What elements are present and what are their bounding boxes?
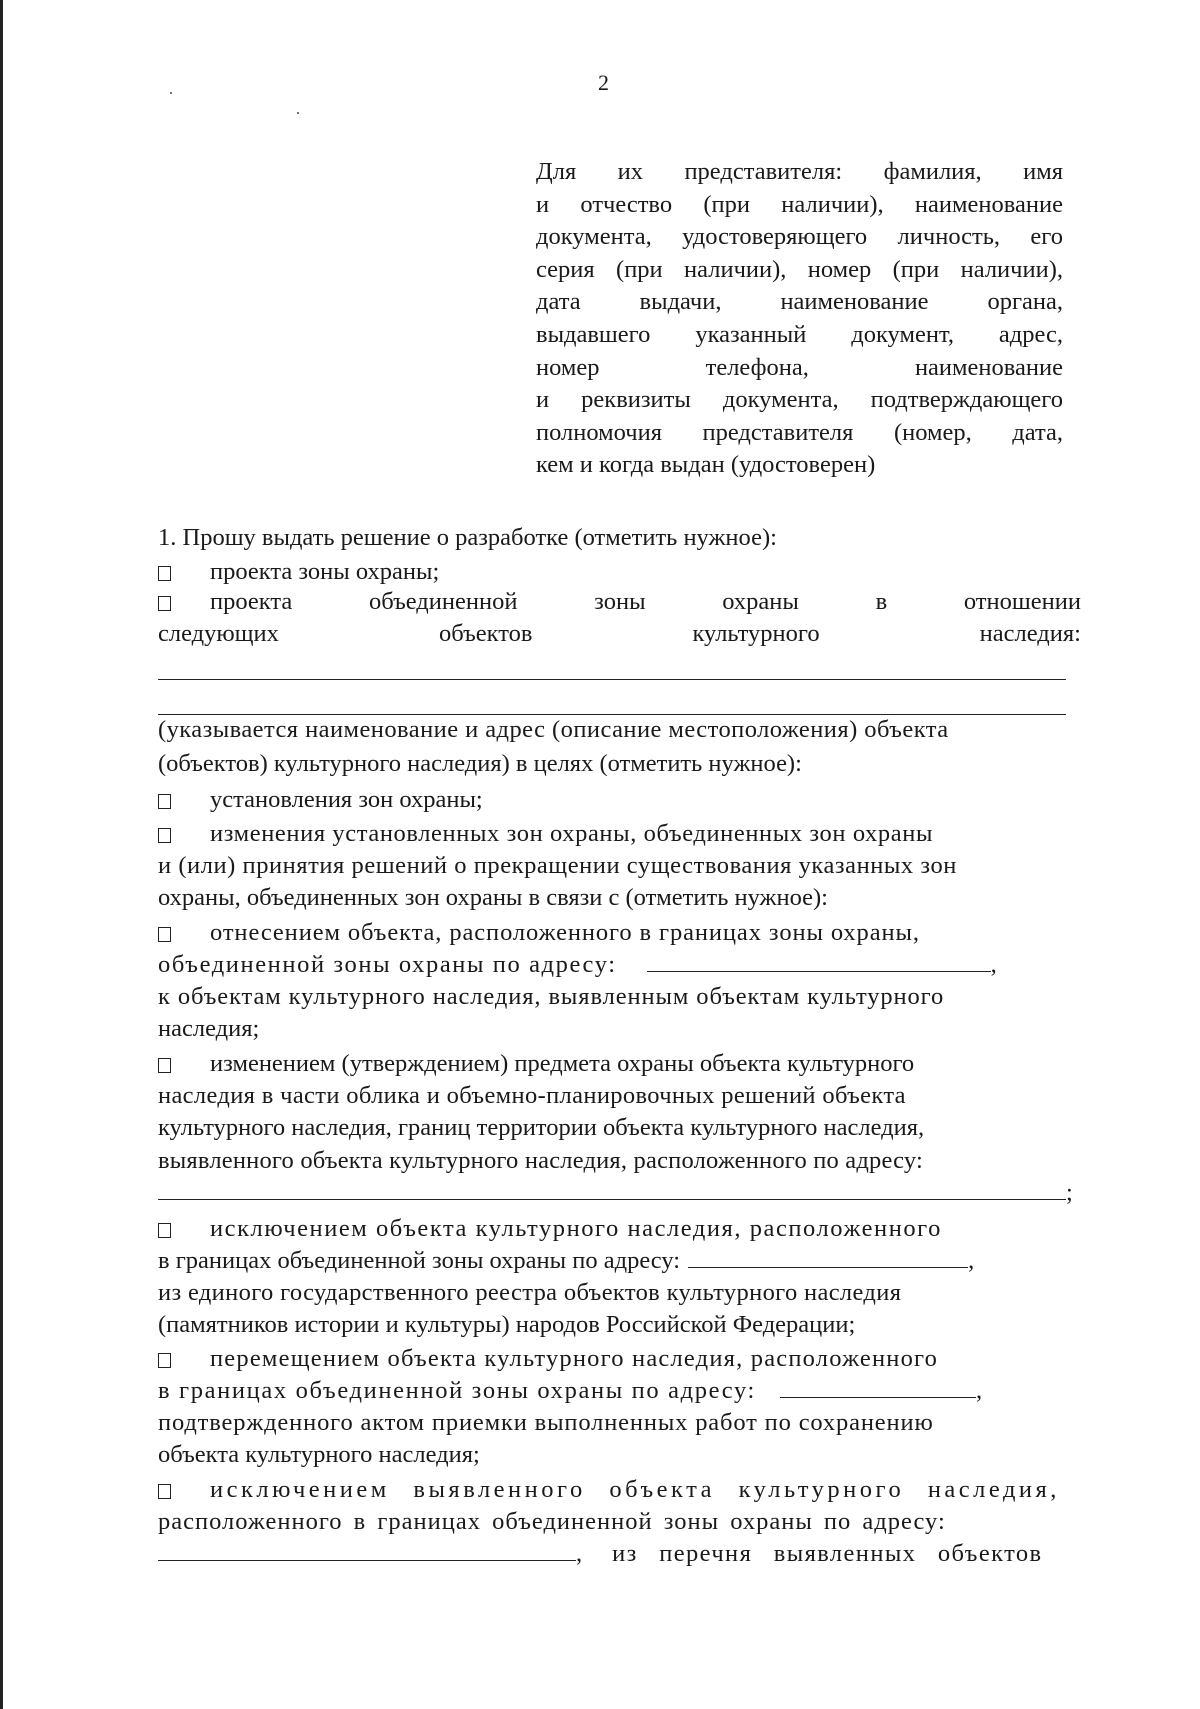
checkbox-wrap <box>158 1213 1081 1246</box>
purpose-change-line: охраны, объединенных зон охраны в связи с (отметить нужное): <box>158 884 828 911</box>
scan-speck <box>170 92 172 94</box>
option-label: из перечня выявленных объектов <box>612 1540 1043 1567</box>
reason-exclude-line: из единого государственного реестра объектов культурного наследия <box>158 1279 902 1306</box>
checkbox[interactable] <box>158 1223 171 1238</box>
representative-line: и отчество (при наличии), наименование <box>536 190 1063 218</box>
representative-line: дата выдачи, наименование органа, <box>536 288 1063 316</box>
reason-assign <box>158 917 1081 950</box>
representative-line: документа, удостоверяющего личность, его <box>536 223 1063 251</box>
punctuation: , <box>990 951 997 978</box>
reason-move-line: подтвержденного актом приемки выполненных работ по сохранению <box>158 1409 934 1436</box>
option-word: следующих <box>158 620 279 647</box>
reason-move <box>158 1343 1081 1376</box>
address-field[interactable] <box>647 949 991 972</box>
reason-assign-line: наследия; <box>158 1015 260 1042</box>
reason-exclude-identified-line <box>158 1506 1081 1539</box>
option-word: объединенной <box>368 588 518 615</box>
page-left-edge <box>0 0 3 1709</box>
punctuation: , <box>576 1540 583 1567</box>
representative-block <box>536 156 1063 482</box>
punctuation: ; <box>1066 1179 1073 1206</box>
option-word: наследия: <box>979 620 1081 647</box>
option-label: изменением (утверждением) предмета охраны объекта культурного <box>210 1050 915 1077</box>
fill-in-line[interactable] <box>158 679 1066 680</box>
option-word: зоны <box>594 588 646 615</box>
checkbox[interactable] <box>158 1058 171 1073</box>
option-label: исключением объекта культурного наследия, расположенного <box>210 1215 942 1242</box>
representative-line: серия (при наличии), номер (при наличии), <box>536 255 1063 283</box>
purpose-change <box>158 818 1081 851</box>
punctuation: , <box>975 1377 983 1404</box>
request-heading: 1. Прошу выдать решение о разработке (отметить нужное): <box>158 524 777 551</box>
option-label: отнесением объекта, расположенного в границах зоны охраны, <box>210 919 920 946</box>
checkbox[interactable] <box>158 566 171 581</box>
reason-exclude-identified <box>158 1474 1081 1507</box>
address-field[interactable] <box>688 1245 968 1268</box>
representative-line: номер телефона, наименование <box>536 353 1063 381</box>
checkbox[interactable] <box>158 828 171 843</box>
representative-line: выдавшего указанный документ, адрес, <box>536 320 1063 348</box>
address-field[interactable] <box>780 1375 976 1398</box>
option-label: установления зон охраны; <box>210 786 483 813</box>
reason-subject-line <box>158 1177 1081 1210</box>
reason-move-line: объекта культурного наследия; <box>158 1441 480 1468</box>
purpose-establish <box>158 784 1081 817</box>
option-label: объединенной зоны охраны по адресу: <box>158 951 617 978</box>
object-note-text: (указывается наименование и адрес (описание местоположения) объекта <box>158 716 949 743</box>
option-label: исключением выявленного объекта культурного наследия, <box>210 1476 1060 1503</box>
option-label: в границах объединенной зоны охраны по адресу: <box>158 1377 756 1404</box>
checkbox[interactable] <box>158 596 171 611</box>
option-label: проекта зоны охраны; <box>210 558 440 585</box>
reason-exclude-identified-line <box>158 1538 1081 1571</box>
page-number: 2 <box>598 70 609 95</box>
option-joint-zone <box>158 586 1081 619</box>
reason-exclude-line: (памятников истории и культуры) народов Российской Федерации; <box>158 1311 856 1338</box>
reason-assign-line <box>158 949 1081 982</box>
reason-assign-line: к объектам культурного наследия, выявленным объектам культурного <box>158 983 945 1010</box>
scan-speck <box>297 112 299 114</box>
option-project-zone <box>158 556 1081 589</box>
punctuation: , <box>968 1247 975 1274</box>
reason-exclude-line <box>158 1245 1081 1278</box>
option-word: отношении <box>963 588 1081 615</box>
checkbox[interactable] <box>158 794 171 809</box>
option-word: в <box>875 588 888 615</box>
option-label: перемещением объекта культурного наследия, расположенного <box>210 1345 939 1372</box>
reason-subject-line: культурного наследия, границ территории объекта культурного наследия, <box>158 1114 925 1141</box>
checkbox[interactable] <box>158 927 171 942</box>
reason-subject-line: наследия в части облика и объемно-планировочных решений объекта <box>158 1082 906 1109</box>
option-word: объектов <box>438 620 533 647</box>
representative-line: и реквизиты документа, подтверждающего <box>536 386 1063 414</box>
reason-move-line <box>158 1375 1081 1408</box>
option-word: охраны <box>722 588 799 615</box>
address-field[interactable] <box>158 1538 576 1561</box>
option-joint-zone-cont <box>158 618 1081 651</box>
option-word: культурного <box>692 620 820 647</box>
reason-subject-line: выявленного объекта культурного наследия, расположенного по адресу: <box>158 1147 924 1174</box>
object-note-2: (объектов) культурного наследия) в целях (отметить нужное): <box>158 750 802 777</box>
representative-line: полномочия представителя (номер, дата, <box>536 418 1063 446</box>
option-label: расположенного в границах объединенной зоны охраны по адресу: <box>158 1508 946 1535</box>
option-label: изменения установленных зон охраны, объединенных зон охраны <box>210 820 934 847</box>
reason-subject <box>158 1048 1081 1081</box>
purpose-change-line: и (или) принятия решений о прекращении существования указанных зон <box>158 852 957 879</box>
option-word: проекта <box>210 588 293 615</box>
representative-line: Для их представителя: фамилия, имя <box>536 158 1063 185</box>
object-note <box>158 714 1081 747</box>
option-label: в границах объединенной зоны охраны по адресу: <box>158 1247 681 1274</box>
address-field[interactable] <box>158 1177 1066 1200</box>
representative-line: кем и когда выдан (удостоверен) <box>536 451 876 479</box>
